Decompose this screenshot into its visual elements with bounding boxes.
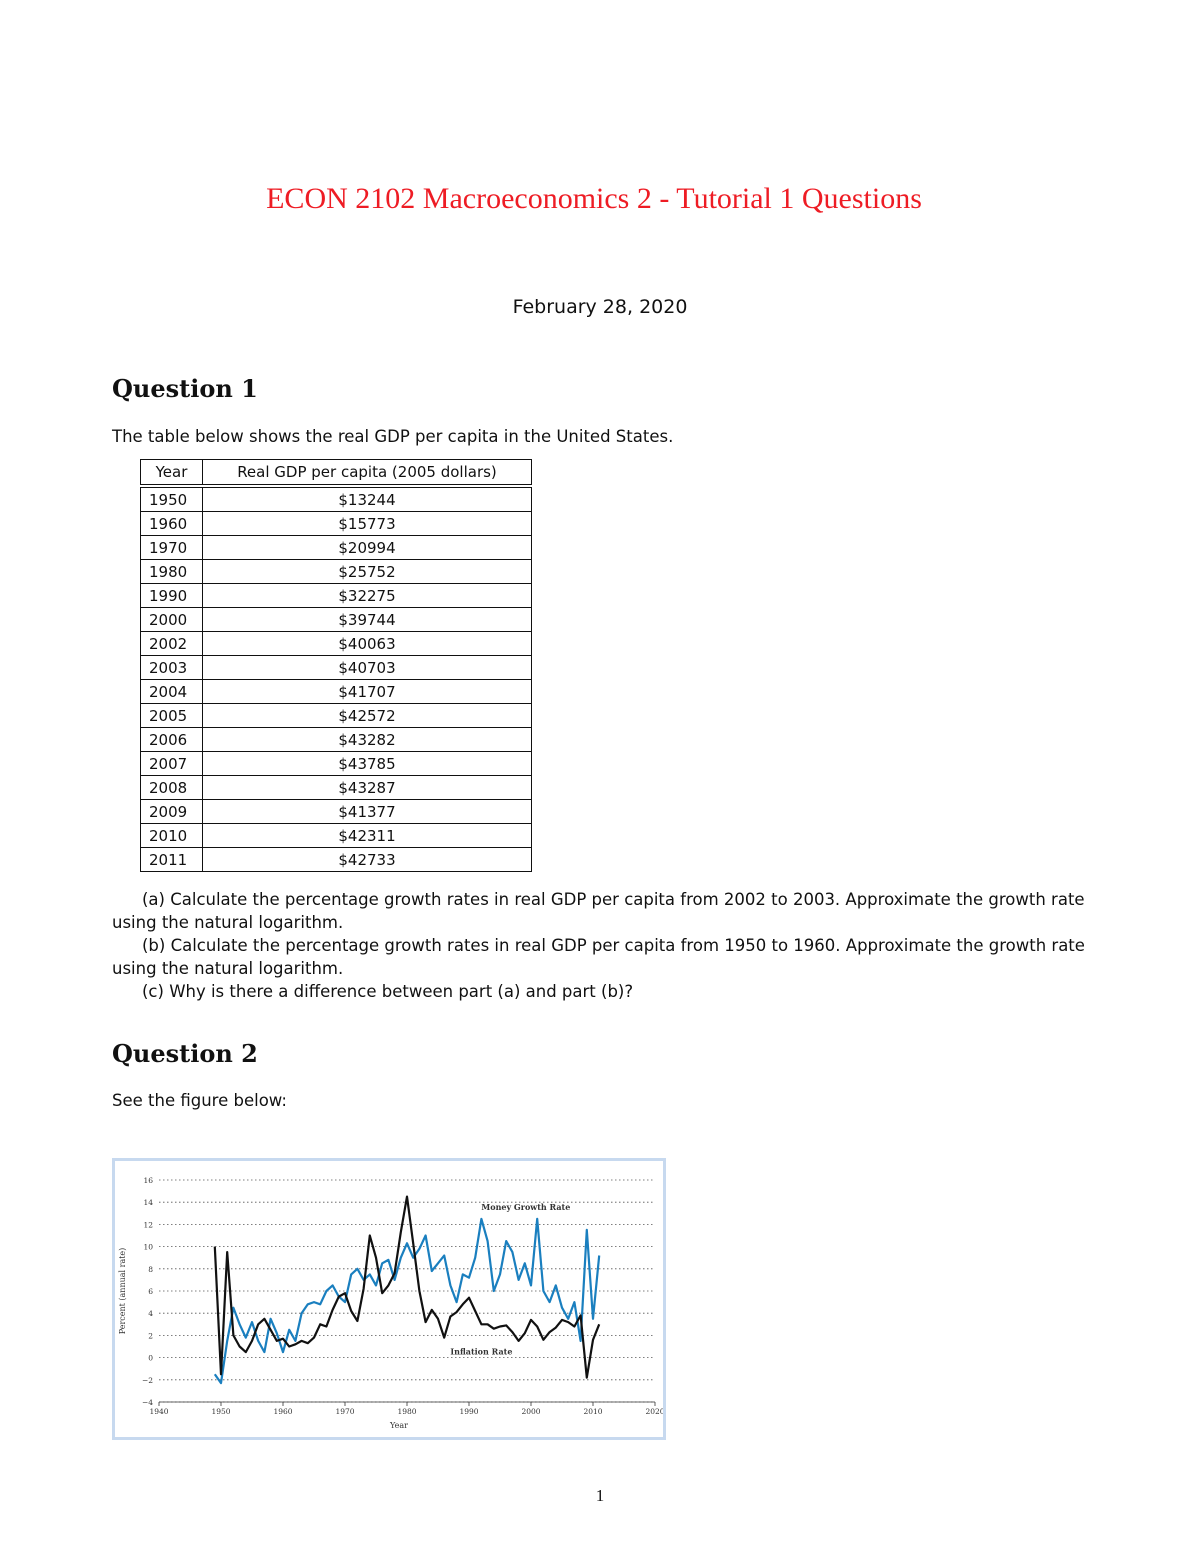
table-cell-gdp: $41707	[203, 680, 532, 704]
table-cell-gdp: $15773	[203, 512, 532, 536]
table-cell-gdp: $20994	[203, 536, 532, 560]
document-title: ECON 2102 Macroeconomics 2 - Tutorial 1 Questions	[266, 182, 922, 215]
y-tick-label: −4	[141, 1398, 153, 1407]
x-tick-label: 2000	[521, 1407, 541, 1416]
chart-svg	[115, 1161, 663, 1437]
table-row	[141, 584, 532, 608]
y-tick-label: 16	[143, 1176, 153, 1185]
x-tick-label: 1950	[211, 1407, 231, 1416]
x-tick-label: 2020	[645, 1407, 663, 1416]
table-cell-gdp: $41377	[203, 800, 532, 824]
money-growth-line	[215, 1219, 599, 1383]
table-cell-gdp: $42733	[203, 848, 532, 872]
gdp-table	[140, 459, 532, 872]
table-cell-year: 1980	[141, 560, 203, 584]
question-2-heading: Question 2	[112, 1039, 258, 1068]
table-cell-gdp: $13244	[203, 486, 532, 512]
table-cell-gdp: $43785	[203, 752, 532, 776]
table-row	[141, 728, 532, 752]
x-axis-title: Year	[390, 1421, 408, 1430]
table-cell-year: 2003	[141, 656, 203, 680]
annotation-money-growth: Money Growth Rate	[481, 1201, 571, 1212]
question-2-intro: See the figure below:	[112, 1091, 287, 1110]
table-header-gdp: Real GDP per capita (2005 dollars)	[203, 460, 532, 487]
table-header-year: Year	[141, 460, 203, 487]
y-tick-label: 0	[148, 1353, 153, 1363]
y-axis-title: Percent (annual rate)	[118, 1247, 127, 1335]
table-cell-year: 2008	[141, 776, 203, 800]
table-cell-gdp: $25752	[203, 560, 532, 584]
table-header-row	[141, 460, 532, 487]
table-cell-gdp: $32275	[203, 584, 532, 608]
document-date: February 28, 2020	[512, 296, 688, 318]
question-1-part-a: (a) Calculate the percentage growth rates in real GDP per capita from 2002 to 2003. Approximate the growth rate using the natural logarithm.	[112, 890, 1085, 932]
x-tick-label: 1960	[273, 1407, 293, 1416]
annotation-inflation: Inflation Rate	[450, 1346, 513, 1357]
table-row	[141, 512, 532, 536]
question-1-part-c: (c) Why is there a difference between part (a) and part (b)?	[142, 982, 634, 1001]
y-tick-label: 6	[148, 1287, 153, 1296]
page-number: 1	[595, 1486, 605, 1505]
table-row	[141, 632, 532, 656]
table-cell-gdp: $43282	[203, 728, 532, 752]
table-cell-year: 1960	[141, 512, 203, 536]
y-tick-label: 14	[143, 1198, 153, 1208]
table-cell-year: 2004	[141, 680, 203, 704]
x-tick-label: 1990	[459, 1407, 479, 1416]
table-row	[141, 536, 532, 560]
table-row	[141, 776, 532, 800]
table-cell-gdp: $43287	[203, 776, 532, 800]
table-cell-year: 2002	[141, 632, 203, 656]
table-cell-year: 1950	[141, 486, 203, 512]
inflation-line	[215, 1197, 599, 1378]
table-row	[141, 608, 532, 632]
table-cell-year: 1990	[141, 584, 203, 608]
table-cell-year: 2009	[141, 800, 203, 824]
y-tick-label: 4	[148, 1309, 153, 1319]
y-tick-label: 12	[143, 1220, 153, 1230]
table-cell-gdp: $40703	[203, 656, 532, 680]
question-1-heading: Question 1	[112, 374, 258, 403]
x-tick-label: 2010	[583, 1407, 603, 1416]
table-row	[141, 752, 532, 776]
question-1-part-b: (b) Calculate the percentage growth rates in real GDP per capita from 1950 to 1960. Approximate the growth rate using the natural logarithm.	[112, 936, 1085, 978]
table-cell-gdp: $42311	[203, 824, 532, 848]
table-row	[141, 680, 532, 704]
money-inflation-chart	[112, 1158, 666, 1440]
table-row	[141, 560, 532, 584]
y-tick-label: 8	[148, 1264, 153, 1274]
y-tick-label: 2	[148, 1331, 153, 1341]
y-tick-label: −2	[141, 1375, 153, 1385]
table-row	[141, 704, 532, 728]
question-1-intro: The table below shows the real GDP per capita in the United States.	[112, 427, 674, 446]
y-tick-label: 10	[143, 1242, 153, 1252]
table-cell-year: 1970	[141, 536, 203, 560]
table-cell-gdp: $42572	[203, 704, 532, 728]
table-cell-year: 2006	[141, 728, 203, 752]
table-row	[141, 486, 532, 512]
table-cell-year: 2007	[141, 752, 203, 776]
table-cell-gdp: $40063	[203, 632, 532, 656]
x-tick-label: 1970	[335, 1407, 355, 1416]
table-cell-year: 2010	[141, 824, 203, 848]
table-row	[141, 824, 532, 848]
table-cell-year: 2005	[141, 704, 203, 728]
table-row	[141, 848, 532, 872]
table-cell-year: 2000	[141, 608, 203, 632]
table-body	[141, 486, 532, 872]
table-cell-gdp: $39744	[203, 608, 532, 632]
x-tick-label: 1940	[149, 1407, 169, 1416]
table-cell-year: 2011	[141, 848, 203, 872]
table-row	[141, 800, 532, 824]
x-tick-label: 1980	[397, 1407, 417, 1416]
table-row	[141, 656, 532, 680]
